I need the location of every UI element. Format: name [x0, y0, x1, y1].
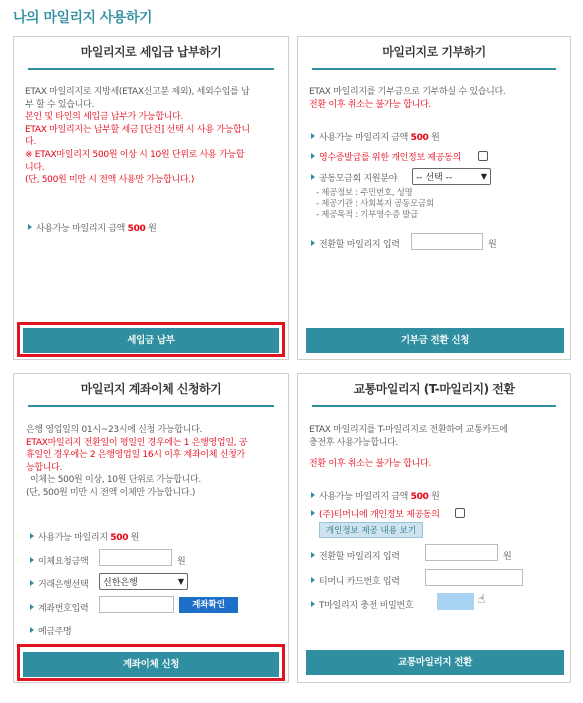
donate-input-unit: 원	[488, 240, 497, 250]
bullet-icon	[311, 174, 315, 180]
transfer-desc-line1: 은행 영업일의 01시~23시에 신청 가능합니다.	[26, 425, 203, 435]
tmoney-card-label: 티머니 카드번호 입력	[319, 577, 400, 587]
tmoney-available-amount: 500	[410, 492, 429, 502]
tax-pay-button[interactable]: 세입금 납부	[23, 328, 279, 353]
hand-pointer-icon: ☝	[478, 592, 486, 606]
tmoney-card-input[interactable]	[425, 569, 523, 586]
tmoney-panel-title: 교통마일리지 (T-마일리지) 전환	[353, 382, 515, 396]
donate-convert-row	[311, 237, 400, 250]
tax-notice-2a: ETAX 마일리지는 납부할 세금 [단건] 선택 시 사용 가능합니	[25, 124, 250, 135]
transfer-panel	[13, 373, 289, 683]
chevron-down-icon: ▼	[177, 577, 184, 586]
tmoney-notice: 전환 이후 취소는 불가능 합니다.	[309, 459, 431, 470]
tax-available-label: 사용가능 마일리지 금액	[36, 224, 126, 234]
transfer-input-unit: 원	[177, 557, 186, 567]
donate-available-label: 사용가능 마일리지 금액	[319, 133, 409, 143]
tmoney-convert-row	[311, 549, 400, 562]
transfer-bank-row	[30, 577, 88, 590]
donate-panel-title: 마일리지로 기부하기	[382, 45, 486, 59]
donate-note-3: - 제공목적 : 기부영수증 발급	[316, 210, 418, 220]
tmoney-pw-label: T마일리지 충전 비밀번호	[319, 601, 414, 611]
bullet-icon	[311, 133, 315, 139]
bullet-icon	[311, 577, 315, 583]
tmoney-convert-label: 전환할 마일리지 입력	[319, 552, 400, 562]
transfer-holder-row	[30, 624, 72, 637]
transfer-amount-row	[30, 554, 88, 567]
transfer-bank-label: 거래은행선택	[38, 580, 89, 590]
donate-consent-checkbox[interactable]	[478, 151, 488, 161]
tmoney-pw-row	[311, 598, 413, 611]
bullet-icon	[30, 557, 34, 563]
bullet-icon	[30, 604, 34, 610]
transfer-bank-select[interactable]	[99, 573, 188, 590]
tmoney-won-unit: 원	[431, 492, 440, 502]
donate-available-row	[311, 130, 439, 143]
highlight-frame	[17, 644, 285, 681]
bullet-icon	[28, 224, 32, 230]
donate-desc-line1: ETAX 마일리지를 기부금으로 기부하실 수 있습니다.	[309, 87, 506, 97]
donation-panel	[297, 36, 571, 360]
bullet-icon	[30, 580, 34, 586]
tax-desc-line1: ETAX 마일리지로 지방세(ETAX신고분 제외), 세외수입를 납	[25, 87, 250, 97]
transfer-available-amount: 500	[110, 533, 129, 543]
bullet-icon	[311, 552, 315, 558]
transfer-submit-button[interactable]: 계좌이체 신청	[23, 652, 279, 677]
view-privacy-info-button[interactable]: 개인정보 제공 내용 보기	[319, 522, 423, 538]
tax-panel-divider	[28, 68, 274, 70]
tmoney-description	[309, 424, 560, 471]
highlight-frame	[17, 322, 285, 357]
tax-notice-2b: 다.	[25, 137, 36, 148]
donate-panel-divider	[312, 68, 556, 70]
donate-field-select[interactable]	[412, 168, 491, 185]
transfer-notice-3: 능합니다.	[26, 462, 63, 473]
tmoney-panel-divider	[312, 405, 556, 407]
bullet-icon	[311, 240, 315, 246]
donate-note-2: - 제공기관 : 사회복지 공동모금회	[316, 199, 434, 209]
transfer-account-label: 계좌번호입력	[38, 604, 89, 614]
transfer-available-row	[30, 530, 139, 543]
tax-payment-panel	[13, 36, 289, 360]
bullet-icon	[311, 492, 315, 498]
tmoney-desc-line1: ETAX 마일리지를 T-마일리지로 전환하여 교통카드에	[309, 425, 508, 435]
transfer-panel-divider	[28, 405, 274, 407]
transfer-bank-value: 신한은행	[103, 578, 138, 588]
transfer-notice-2: 휴일인 경우에는 2 은행영업일 16시 이후 계좌이체 신청가	[26, 450, 245, 461]
page-title: 나의 마일리지 사용하기	[13, 10, 152, 26]
donate-consent-label: 영수증발급를 위한 개인정보 제공동의	[319, 153, 461, 163]
bullet-icon	[30, 627, 34, 633]
tax-available-row	[28, 221, 156, 234]
tmoney-input-unit: 원	[503, 552, 512, 562]
donate-notice: 전환 이후 취소는 불가능 합니다.	[309, 99, 431, 110]
tax-notice-3a: ※ ETAX마일리지 500원 이상 시 10원 단위로 사용 가능합	[25, 149, 245, 160]
bullet-icon	[30, 533, 34, 539]
donate-description	[309, 86, 560, 111]
donate-consent-row	[311, 150, 461, 163]
tmoney-card-row	[311, 574, 400, 587]
tax-available-amount: 500	[127, 224, 146, 234]
tmoney-amount-input[interactable]	[425, 544, 498, 561]
tmoney-panel	[297, 373, 571, 683]
transfer-holder-label: 예금주명	[38, 627, 72, 637]
tmoney-consent-checkbox[interactable]	[455, 508, 465, 518]
tmoney-consent-row	[311, 507, 440, 520]
donate-notes	[316, 188, 434, 221]
bullet-icon	[311, 510, 315, 516]
tax-panel-title: 마일리지로 세입금 납부하기	[80, 45, 222, 59]
verify-account-button[interactable]: 계좌확인	[179, 597, 238, 613]
transfer-amount-label: 이체요청금액	[38, 557, 89, 567]
donate-amount-input[interactable]	[411, 233, 483, 250]
transfer-available-label: 사용가능 마일리지	[38, 533, 108, 543]
donate-field-row	[311, 171, 397, 184]
tax-desc-line2: 부 할 수 있습니다.	[25, 99, 95, 110]
bullet-icon	[311, 153, 315, 159]
tax-notice-1: 본인 및 타인의 세입금 납부가 가능합니다.	[25, 112, 184, 123]
tax-notice-3b: 니다.	[25, 162, 45, 173]
tax-notice-4: (단, 500원 미만 시 전액 사용만 가능합니다.)	[25, 175, 195, 186]
transfer-desc-line3: (단, 500원 미만 시 전액 이체만 가능합니다.)	[26, 487, 196, 498]
tmoney-available-row	[311, 489, 439, 502]
donate-submit-button[interactable]: 기부금 전환 신청	[306, 328, 564, 353]
transfer-description	[26, 424, 278, 500]
bullet-icon	[311, 601, 315, 607]
transfer-account-row	[30, 601, 88, 614]
transfer-amount-input[interactable]	[99, 549, 172, 566]
transfer-won-unit: 원	[130, 533, 140, 543]
tmoney-submit-button[interactable]: 교통마일리지 전환	[306, 650, 564, 675]
transfer-notice-1: ETAX마일리지 전환일이 평일인 경우에는 1 은행영업일, 공	[26, 437, 248, 448]
tax-won-unit: 원	[148, 224, 157, 234]
transfer-panel-title: 마일리지 계좌이체 신청하기	[80, 382, 222, 396]
tmoney-available-label: 사용가능 마일리지 금액	[319, 492, 409, 502]
tmoney-desc-line2: 충전후 사용가능합니다.	[309, 437, 399, 448]
donate-select-value: -- 선택 --	[416, 173, 453, 183]
transfer-account-input[interactable]	[99, 596, 174, 613]
transfer-desc-line2: 이체는 500원 이상, 10원 단위로 가능합니다.	[30, 475, 201, 486]
donate-convert-label: 전환할 마일리지 입력	[319, 240, 400, 250]
donate-note-1: - 제공정보 : 주민번호, 성명	[316, 188, 413, 198]
donate-available-amount: 500	[410, 133, 429, 143]
tax-description	[25, 86, 278, 187]
donate-won-unit: 원	[431, 133, 440, 143]
tmoney-consent-label: (주)티머니에 개인정보 제공동의	[319, 510, 440, 520]
tmoney-password-input[interactable]	[437, 593, 474, 610]
donate-field-label: 공동모금회 지원분야	[319, 174, 398, 184]
chevron-down-icon: ▼	[480, 172, 487, 181]
